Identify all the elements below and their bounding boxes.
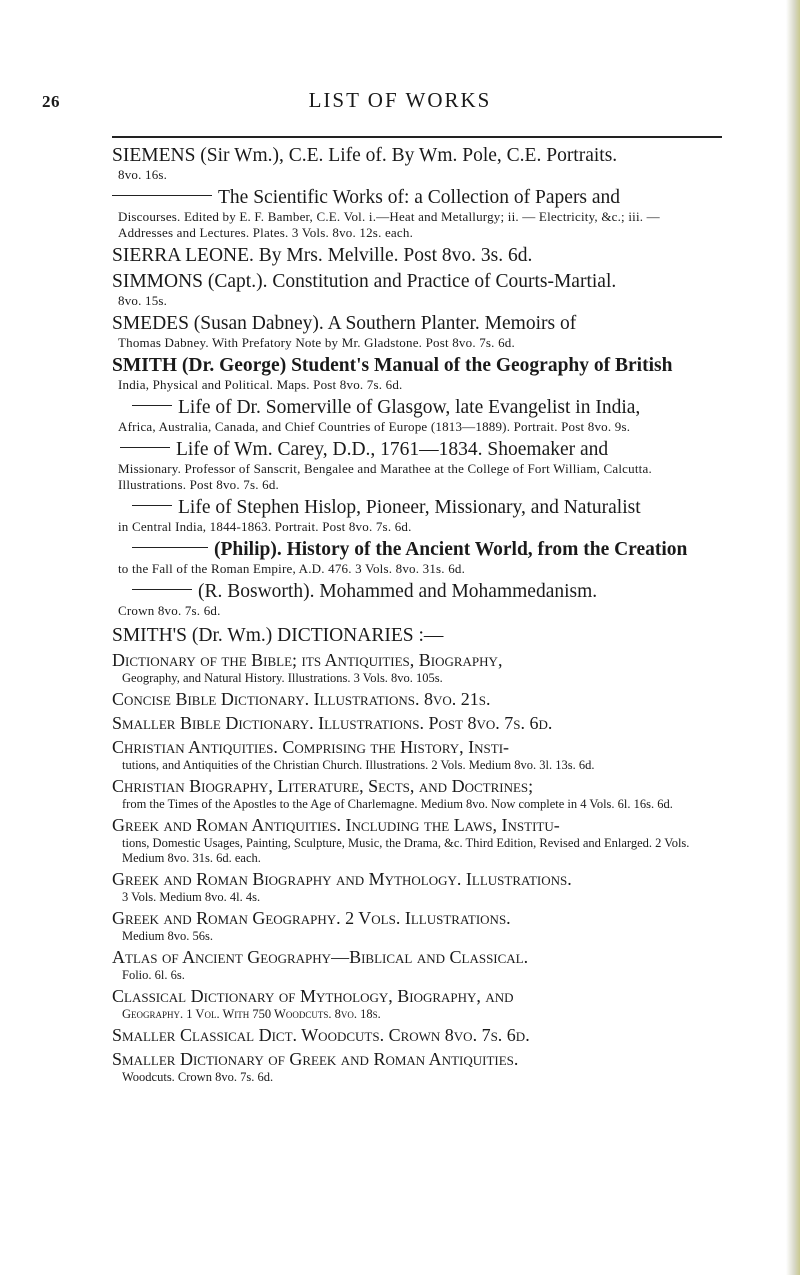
list-item (112, 688, 717, 710)
list-item (112, 736, 717, 773)
entry-heading (112, 396, 717, 419)
entry-heading-text: The Scientific Works of: a Collection of Papers and (218, 187, 621, 208)
entry-detail: Woodcuts. Crown 8vo. 7s. 6d. (122, 1070, 274, 1084)
entry-heading: Christian Biography, Literature, Sects, and Doctrines; (112, 776, 534, 796)
entry-heading: Concise Bible Dictionary. Illustrations. 8vo. 21s. (112, 689, 491, 709)
running-title: LIST OF WORKS (308, 88, 492, 112)
list-item (112, 144, 717, 183)
list-item (112, 624, 717, 647)
ditto-dash (120, 447, 170, 448)
entry-heading: Greek and Roman Biography and Mythology. Illustrations. (112, 869, 572, 889)
list-item (112, 312, 717, 351)
entry-heading: Greek and Roman Antiquities. Including the Laws, Institu- (112, 815, 560, 835)
list-item (112, 814, 717, 866)
entry-heading: SMEDES (Susan Dabney). A Southern Planter. Memoirs of (112, 313, 577, 334)
entry-detail: in Central India, 1844-1863. Portrait. Post 8vo. 7s. 6d. (118, 519, 412, 534)
entry-heading (112, 496, 717, 519)
entry-heading: Smaller Bible Dictionary. Illustrations. Post 8vo. 7s. 6d. (112, 713, 553, 733)
entry-detail: Crown 8vo. 7s. 6d. (118, 603, 221, 618)
entry-detail: India, Physical and Political. Maps. Post 8vo. 7s. 6d. (118, 377, 403, 392)
list-item (112, 396, 717, 435)
ditto-dash (132, 589, 192, 590)
entry-heading (112, 438, 717, 461)
entry-heading: Dictionary of the Bible; its Antiquities, Biography, (112, 650, 503, 670)
list-item (112, 1024, 717, 1046)
header-rule (112, 136, 722, 138)
entry-detail: Folio. 6l. 6s. (122, 968, 185, 982)
entry-heading-text: (Philip). History of the Ancient World, from the Creation (214, 539, 688, 560)
page-number: 26 (42, 92, 60, 111)
entry-detail: 8vo. 15s. (118, 293, 168, 308)
list-item (112, 868, 717, 905)
ditto-dash (132, 547, 208, 548)
entry-heading (112, 580, 717, 603)
entry-heading (112, 538, 717, 561)
page-edge-shadow (786, 0, 800, 1275)
entry-heading: Smaller Dictionary of Greek and Roman Antiquities. (112, 1049, 519, 1069)
entry-heading: Christian Antiquities. Comprising the History, Insti- (112, 737, 510, 757)
list-item (112, 496, 717, 535)
entry-detail: 3 Vols. Medium 8vo. 4l. 4s. (122, 890, 261, 904)
list-item (112, 438, 717, 493)
entry-heading: SMITH'S (Dr. Wm.) DICTIONARIES :— (112, 625, 444, 646)
entry-detail: Medium 8vo. 56s. (122, 929, 213, 943)
entry-heading: Atlas of Ancient Geography—Biblical and Classical. (112, 947, 529, 967)
entry-heading: SIERRA LEONE. By Mrs. Melville. Post 8vo. 3s. 6d. (112, 245, 533, 266)
list-item (112, 270, 717, 309)
list-item (112, 946, 717, 983)
list-item (112, 580, 717, 619)
entry-heading: Smaller Classical Dict. Woodcuts. Crown 8vo. 7s. 6d. (112, 1025, 530, 1045)
entry-detail: tions, Domestic Usages, Painting, Sculpture, Music, the Drama, &c. Third Edition, Revised and Enlarged. 2 Vols. Medium 8vo. 31s. 6d. each. (122, 836, 690, 865)
entry-detail: Africa, Australia, Canada, and Chief Countries of Europe (1813—1889). Portrait. Post 8vo. 9s. (118, 419, 631, 434)
list-item (112, 712, 717, 734)
list-item (112, 649, 717, 686)
entry-detail: Geography, and Natural History. Illustrations. 3 Vols. 8vo. 105s. (122, 671, 443, 685)
list-item (112, 244, 717, 267)
entry-detail: 8vo. 16s. (118, 167, 168, 182)
entry-detail: from the Times of the Apostles to the Age of Charlemagne. Medium 8vo. Now complete in 4 Vols. 6l. 16s. 6d. (122, 797, 673, 811)
entry-heading: SIMMONS (Capt.). Constitution and Practice of Courts-Martial. (112, 271, 617, 292)
list-item (112, 1048, 717, 1085)
list-item (112, 907, 717, 944)
entry-heading-text: Life of Stephen Hislop, Pioneer, Missionary, and Naturalist (178, 497, 641, 518)
ditto-dash (132, 505, 172, 506)
ditto-dash (132, 405, 172, 406)
page-header (0, 86, 800, 126)
entry-heading: SIEMENS (Sir Wm.), C.E. Life of. By Wm. Pole, C.E. Portraits. (112, 145, 618, 166)
entry-heading (112, 186, 717, 209)
entry-detail: tutions, and Antiquities of the Christian Church. Illustrations. 2 Vols. Medium 8vo. 3l. 13s. 6d. (122, 758, 595, 772)
list-item (112, 186, 717, 241)
entry-heading-text: (R. Bosworth). Mohammed and Mohammedanism. (198, 581, 598, 602)
entry-detail: to the Fall of the Roman Empire, A.D. 476. 3 Vols. 8vo. 31s. 6d. (118, 561, 466, 576)
entry-heading: Greek and Roman Geography. 2 Vols. Illustrations. (112, 908, 511, 928)
entry-heading: SMITH (Dr. George) Student's Manual of the Geography of British (112, 355, 673, 376)
entry-detail: Thomas Dabney. With Prefatory Note by Mr. Gladstone. Post 8vo. 7s. 6d. (118, 335, 515, 350)
list-item (112, 354, 717, 393)
entry-heading-text: Life of Dr. Somerville of Glasgow, late Evangelist in India, (178, 397, 641, 418)
entry-heading: Classical Dictionary of Mythology, Biography, and (112, 986, 514, 1006)
entry-detail: Missionary. Professor of Sanscrit, Bengalee and Marathee at the College of Fort William, Calcutta. Illustrations. Post 8vo. 7s. 6d. (118, 461, 652, 492)
list-item (112, 985, 717, 1022)
list-item (112, 538, 717, 577)
ditto-dash (112, 195, 212, 196)
entry-detail: Discourses. Edited by E. F. Bamber, C.E. Vol. i.—Heat and Metallurgy; ii. — Electricity, &c.; iii. — Addresses and Lectures. Plates. 3 Vols. 8vo. 12s. each. (118, 209, 660, 240)
entry-heading-text: Life of Wm. Carey, D.D., 1761—1834. Shoemaker and (176, 439, 609, 460)
catalogue-list (112, 140, 717, 1085)
list-item (112, 775, 717, 812)
entry-detail: Geography. 1 Vol. With 750 Woodcuts. 8vo. 18s. (122, 1007, 381, 1021)
